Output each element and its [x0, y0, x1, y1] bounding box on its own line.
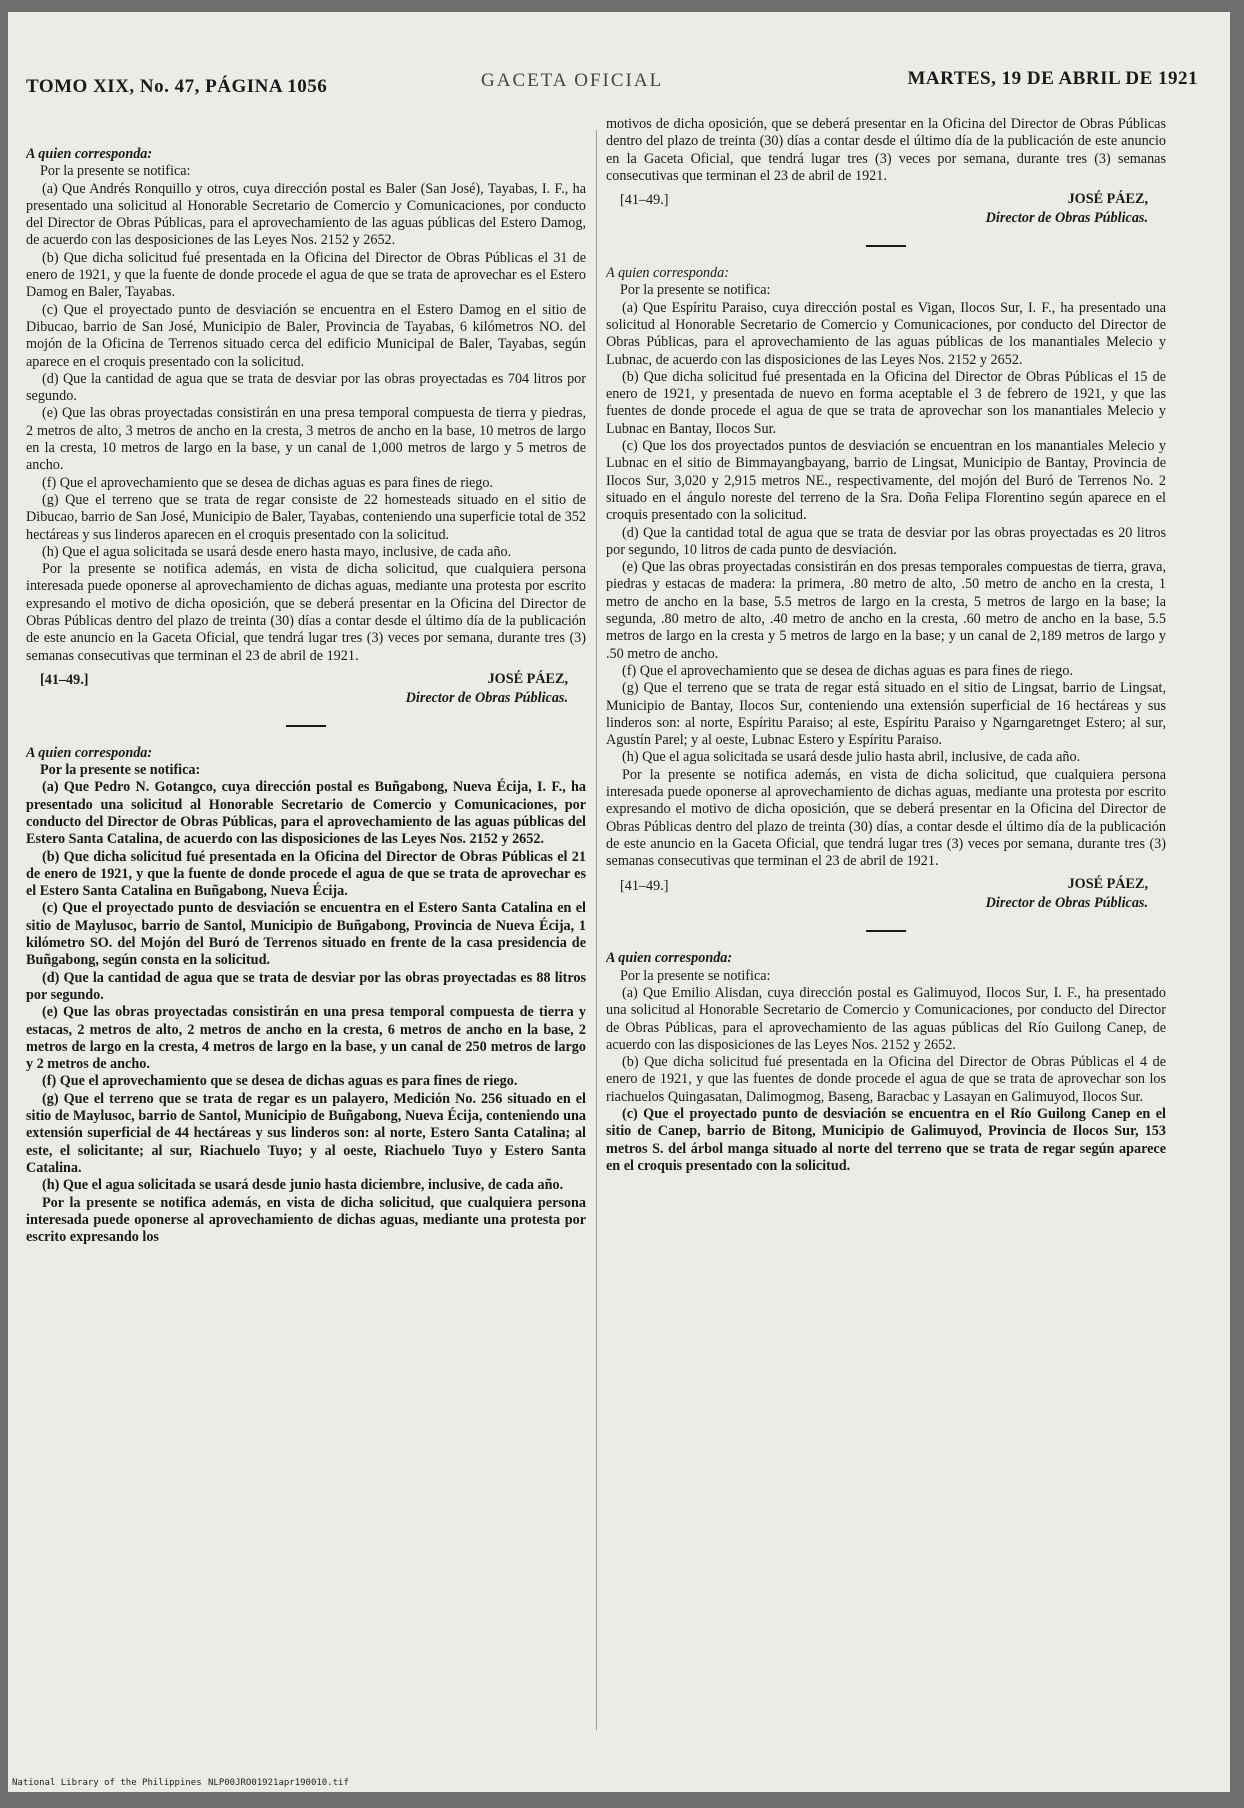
clause-a: (a) Que Pedro N. Gotangco, cuya dirección postal es Buñgabong, Nueva Écija, I. F., ha presentado una solicitud al Honorable Secretario de Comercio y Comunicaciones, por conducto del Director de Obras Públicas, para el aprovechamiento de las aguas públicas del Estero Santa Catalina, de acuerdo con las disposiciones de las Leyes Nos. 2152 y 2652.: [26, 779, 586, 848]
clause-c: (c) Que los dos proyectados puntos de desviación se encuentran en los manantiales Melecio y Lubnac en el sitio de Bimmayangbayang, barrio de Lingsat, Municipio de Bantay, Provincia de Ilocos Sur, 3,020 y 2,915 metros NE., respectivamente, del mojón del Buró de Terrenos No. 2 situado en el ángulo noreste del terreno de la Sra. Doña Felipa Florentino según aparece en el croquis presentado con la solicitud.: [606, 438, 1166, 524]
page-header: [26, 64, 1198, 104]
notice-intro: Por la presente se notifica:: [40, 163, 191, 180]
clause-c: (c) Que el proyectado punto de desviación se encuentra en el Estero Damog en el sitio de Dibucao, barrio de San José, Municipio de Baler, Provincia de Tayabas, 6 kilómetros NO. del mojón de la Oficina de Terrenos situado cerca del edificio Municipal de Baler, Tayabas, según aparece en el croquis presentado con la solicitud.: [26, 301, 586, 370]
column-divider: [596, 130, 597, 1730]
signer-name: JOSÉ PÁEZ,: [1067, 876, 1148, 893]
header-volume-page: TOMO XIX, No. 47, PÁGINA 1056: [26, 76, 328, 97]
signer-title: Director de Obras Públicas.: [405, 689, 568, 706]
clause-c: (c) Que el proyectado punto de desviación se encuentra en el Río Guilong Canep en el sitio de Canep, barrio de Bitong, Municipio de Galimuyod, Provincia de Ilocos Sur, 153 metros S. del árbol manga situado al norte del terreno que se trata de regar según aparece en el croquis presentado con la solicitud.: [606, 1106, 1166, 1174]
clause-h: (h) Que el agua solicitada se usará desde junio hasta diciembre, inclusive, de cada año.: [42, 1177, 564, 1194]
notice-closing: Por la presente se notifica además, en vista de dicha solicitud, que cualquiera persona interesada puede oponerse al aprovechamiento de dichas aguas, mediante una protesta por escrito expresando el motivo de dicha oposición, que se deberá presentar en la Oficina del Director de Obras Públicas dentro del plazo de treinta (30) días a contar desde el último día de la publicación de este anuncio en la Gaceta Oficial, que tendrá lugar tres (3) veces por semana, durante tres (3) semanas consecutivas que terminan el 23 de abril de 1921.: [26, 561, 586, 664]
notice-closing: Por la presente se notifica además, en vista de dicha solicitud, que cualquiera persona interesada puede oponerse al aprovechamiento de dichas aguas, mediante una protesta por escrito expresando los: [26, 1194, 586, 1246]
clause-a: (a) Que Espíritu Paraiso, cuya dirección postal es Vigan, Ilocos Sur, I. F., ha presentado una solicitud al Honorable Secretario de Comercio y Comunicaciones, por conducto del Director de Obras Públicas, para el aprovechamiento de las aguas públicas de los manantiales Melecio y Lubnac, de acuerdo con las disposiciones de las Leyes Nos. 2152 y 2652.: [606, 299, 1166, 368]
section-separator: [866, 245, 906, 247]
reference-number: [41–49.]: [620, 192, 669, 209]
section-separator: [286, 725, 326, 727]
clause-d: (d) Que la cantidad de agua que se trata de desviar por las obras proyectadas es 704 litros por segundo.: [26, 370, 586, 405]
clause-h: (h) Que el agua solicitada se usará desde enero hasta mayo, inclusive, de cada año.: [42, 543, 512, 560]
scan-footer: [8, 1774, 1230, 1792]
clause-b: (b) Que dicha solicitud fué presentada en la Oficina del Director de Obras Públicas el 31 de enero de 1921, y que la fuente de donde procede el agua de que se trata de aprovechar es el Estero Damog en Baler, Tayabas.: [26, 249, 586, 301]
clause-h: (h) Que el agua solicitada se usará desde julio hasta abril, inclusive, de cada año.: [622, 749, 1081, 766]
reference-number: [41–49.]: [620, 877, 669, 894]
clause-f: (f) Que el aprovechamiento que se desea de dichas aguas es para fines de riego.: [42, 474, 494, 491]
continuation-text: motivos de dicha oposición, que se deberá presentar en la Oficina del Director de Obras Públicas dentro del plazo de treinta (30) días a contar desde el último día de la publicación de este anuncio en la Gaceta Oficial, que tendrá lugar tres (3) veces por semana, durante tres (3) semanas consecutivas que terminan el 23 de abril de 1921.: [606, 116, 1166, 184]
clause-b: (b) Que dicha solicitud fué presentada en la Oficina del Director de Obras Públicas el 4 de enero de 1921, y que las fuentes de donde procede el agua de que se trata de aprovechar son los riachuelos Quingasatan, Dalimogmog, Baseng, Baracbac y Lasayan en Galimuyod, Ilocos Sur.: [606, 1054, 1166, 1105]
clause-e: (e) Que las obras proyectadas consistirán en una presa temporal compuesta de tierra y piedras, 2 metros de alto, 3 metros de ancho en la cresta, 3 metros de ancho en la base, 10 metros de largo en la cresta, 10 metros de largo en la base, y un canal de 1,000 metros de largo y 5 metros de ancho.: [26, 405, 586, 474]
clause-b: (b) Que dicha solicitud fué presentada en la Oficina del Director de Obras Públicas el 15 de enero de 1921, y presentada de nuevo en forma aceptable el 3 de febrero de 1921, y que las fuentes de donde procede el agua de que se trata de aprovechar son los manantiales Melecio y Lubnac en Bantay, Ilocos Sur.: [606, 368, 1166, 437]
clause-g: (g) Que el terreno que se trata de regar está situado en el sitio de Lingsat, barrio de Lingsat, Municipio de Bantay, Ilocos Sur, conteniendo una extensión superficial de 16 hectáreas y sus linderos son: al norte, Espíritu Paraiso; al este, Espíritu Paraiso y Ngarngaretnget Estero; al sur, Agustín Parel; y al oeste, Lubnac Estero y Espíritu Paraiso.: [606, 680, 1166, 749]
clause-f: (f) Que el aprovechamiento que se desea de dichas aguas es para fines de riego.: [622, 662, 1074, 679]
notice-alisdan: [606, 950, 1166, 1175]
signer-name: JOSÉ PÁEZ,: [1067, 191, 1148, 208]
right-column: [606, 116, 1166, 1736]
clause-a: (a) Que Emilio Alisdan, cuya dirección postal es Galimuyod, Ilocos Sur, I. F., ha presentado una solicitud al Honorable Secretario de Comercio y Comunicaciones, por conducto del Director de Obras Públicas, para el aprovechamiento de las aguas públicas del Río Guilong Canep, de acuerdo con las disposiciones de las Leyes Nos. 2152 y 2652.: [606, 984, 1166, 1053]
document-page: [8, 12, 1230, 1792]
footer-filename: NLP00JRO01921apr190010.tif: [208, 1778, 349, 1788]
notice-ronquillo: [26, 146, 586, 707]
signer-title: Director de Obras Públicas.: [985, 895, 1148, 912]
clause-g: (g) Que el terreno que se trata de regar consiste de 22 homesteads situado en el sitio de Dibucao, barrio de San José, Municipio de Baler, Tayabas, conteniendo una superficie total de 352 hectáreas y sus linderos aparecen en el croquis presentado con la solicitud.: [26, 491, 586, 543]
notice-intro: Por la presente se notifica:: [620, 967, 771, 984]
notice-salutation: A quien corresponda:: [26, 744, 153, 761]
clause-d: (d) Que la cantidad de agua que se trata de desviar por las obras proyectadas es 88 litros por segundo.: [26, 969, 586, 1003]
notice-intro: Por la presente se notifica:: [40, 762, 201, 779]
notice-intro: Por la presente se notifica:: [620, 282, 771, 299]
notice-gotangco-continuation: [606, 116, 1166, 227]
signer-name: JOSÉ PÁEZ,: [487, 670, 568, 687]
notice-salutation: A quien corresponda:: [606, 265, 729, 282]
clause-f: (f) Que el aprovechamiento que se desea de dichas aguas es para fines de riego.: [42, 1073, 518, 1090]
clause-d: (d) Que la cantidad total de agua que se trata de desviar por las obras proyectadas es 20 litros por segundo, 10 litros de cada punto de desviación.: [606, 524, 1166, 558]
reference-number: [41–49.]: [40, 672, 89, 689]
clause-e: (e) Que las obras proyectadas consistirán en dos presas temporales compuestas de tierra, grava, piedras y estacas de madera: la primera, .80 metro de alto, .50 metro de ancho en la cresta, 1 metro de ancho en la base, 5.5 metros de largo en la cresta, 5 metros de largo en la base; la segunda, .80 metro de alto, .40 metro de ancho en la cresta, .60 metro de ancho en la base, 5.5 metros de largo en la cresta y 5 metros de largo en la base; y un canal de 2,189 metros de largo y .50 metro de ancho.: [606, 559, 1166, 662]
clause-g: (g) Que el terreno que se trata de regar es un palayero, Medición No. 256 situado en el sitio de Maylusoc, barrio de Santol, Municipio de Buñgabong, Nueva Écija, conteniendo una extensión superficial de 44 hectáreas y sus linderos son: al norte, Estero Santa Catalina; al este, el solicitante; al sur, Riachuelo Tuyo; y al oeste, Riachuelo Tuyo y Estero Santa Catalina.: [26, 1090, 586, 1176]
signer-title: Director de Obras Públicas.: [985, 209, 1148, 226]
notice-salutation: A quien corresponda:: [606, 950, 733, 967]
header-publication-title: GACETA OFICIAL: [481, 70, 664, 91]
notice-closing: Por la presente se notifica además, en vista de dicha solicitud, que cualquiera persona interesada puede oponerse al aprovechamiento de dichas aguas, mediante una protesta por escrito expresando el motivo de dicha oposición, que se deberá presentar en la Oficina del Director de Obras Públicas dentro del plazo de treinta (30) días, a contar desde el último día de la publicación de este anuncio en la Gaceta Oficial, que tendrá lugar tres (3) veces por semana, durante tres (3) semanas consecutivas que terminan el 23 de abril de 1921.: [606, 766, 1166, 870]
clause-c: (c) Que el proyectado punto de desviación se encuentra en el Estero Santa Catalina en el sitio de Maylusoc, barrio de Santol, Municipio de Buñgabong, Provincia de Nueva Écija, 1 kilómetro SO. del Mojón del Buró de Terrenos situado en frente de la casa presidencia de Buñgabong, según consta en la solicitud.: [26, 900, 586, 969]
clause-a: (a) Que Andrés Ronquillo y otros, cuya dirección postal es Baler (San José), Tayabas, I. F., ha presentado una solicitud al Honorable Secretario de Comercio y Comunicaciones, por conducto del Director de Obras Públicas, para el aprovechamiento de las aguas públicas del Estero Damog, de acuerdo con las desposiciones de las Leyes Nos. 2152 y 2652.: [26, 180, 586, 249]
notice-salutation: A quien corresponda:: [26, 146, 153, 162]
header-date: MARTES, 19 DE ABRIL DE 1921: [907, 68, 1198, 89]
footer-library: National Library of the Philippines: [12, 1778, 202, 1788]
section-separator: [866, 930, 906, 932]
left-column: [26, 142, 586, 1732]
notice-paraiso: [606, 265, 1166, 912]
notice-gotangco: [26, 745, 586, 1247]
clause-b: (b) Que dicha solicitud fué presentada en la Oficina del Director de Obras Públicas el 21 de enero de 1921, y que la fuente de donde procede el agua de que se trata de aprovechar es el Estero Santa Catalina en Buñgabong, Nueva Écija.: [26, 848, 586, 900]
clause-e: (e) Que las obras proyectadas consistirán en una presa temporal compuesta de tierra y estacas, 2 metros de alto, 2 metros de ancho en la cresta, 6 metros de ancho en la base, 2 metros de largo en la cresta, 4 metros de largo en la base, y un canal de 250 metros de largo y 2 metros de ancho.: [26, 1004, 586, 1073]
